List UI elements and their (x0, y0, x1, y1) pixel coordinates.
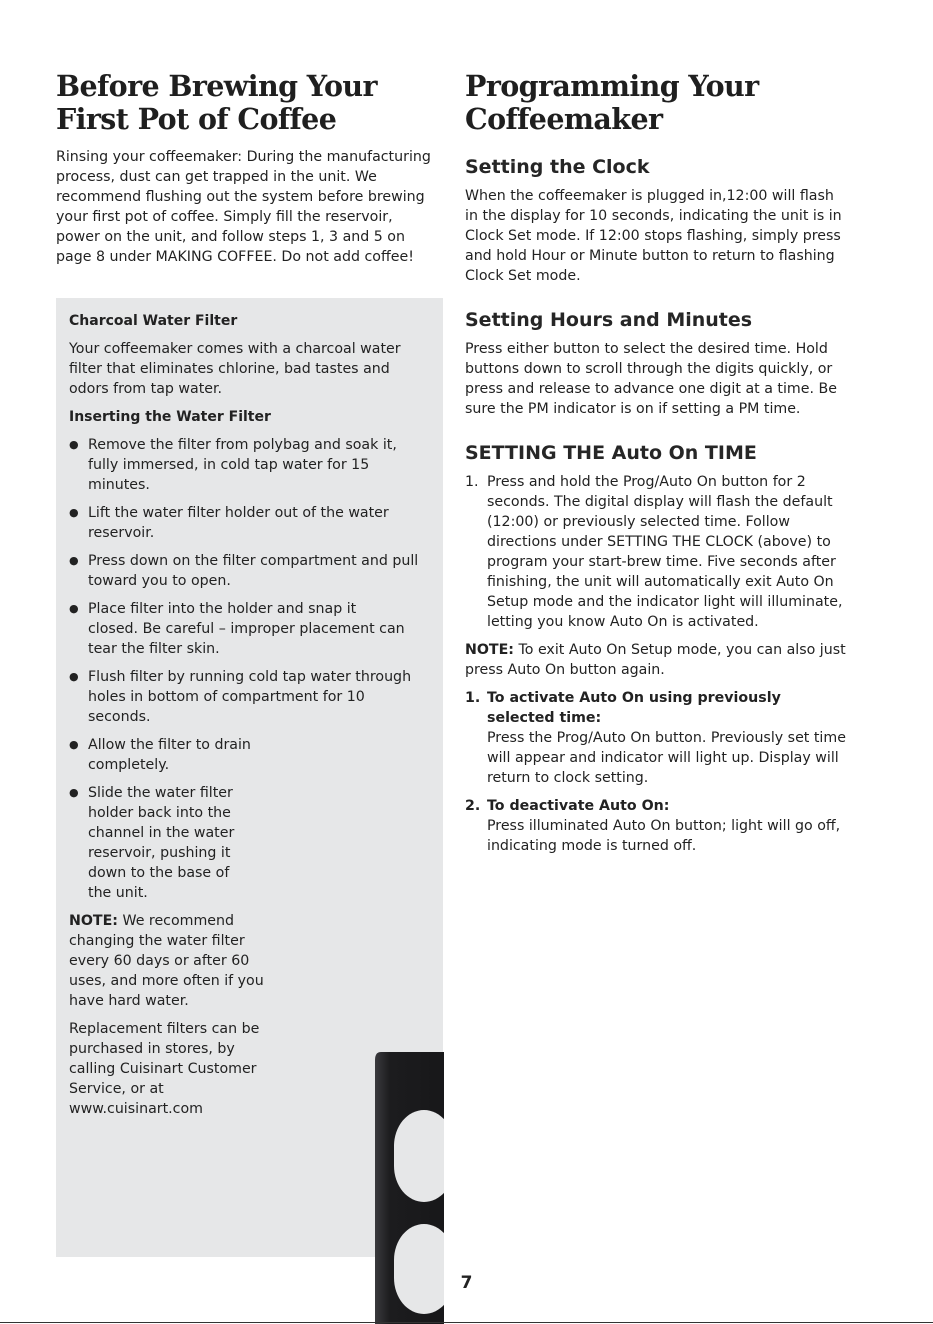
step-text: Press and hold the Prog/Auto On button for 2 seconds. The digital display will flash the default (12:00) or previously selected time. Follow directions under SETTING THE CLOCK (above) to program your start-brew time. Five seconds after finishing, the unit will automatically exit Auto On Setup mode and the indicator light will illuminate, letting you know Auto On is activated. (487, 474, 843, 630)
bullet-text: Lift the water filter holder out of the water reservoir. (88, 505, 389, 541)
bullet-text: Press down on the filter compartment and pull toward you to open. (88, 553, 419, 589)
left-title (56, 70, 444, 136)
rinsing-intro: Rinsing your coffeemaker: During the manufacturing process, dust can get trapped in the unit. We recommend flushing out the system before brewing your first pot of coffee. Simply fill the reservoir, power on the unit, and follow steps 1, 3 and 5 on page 8 under MAKING COFFEE. Do not add coffee! (56, 149, 431, 265)
note-text: We recommend changing the water filter every 60 days or after 60 uses, and more often if you have hard water. (69, 913, 264, 1009)
auto-on-note (465, 640, 850, 680)
bullet-text: Flush filter by running cold tap water through holes in bottom of compartment for 10 seconds. (88, 669, 412, 725)
inserting-filter-heading: Inserting the Water Filter (69, 409, 271, 425)
list-item (465, 472, 850, 632)
setting-clock-text: When the coffeemaker is plugged in,12:00 will flash in the display for 10 seconds, indicating the unit is in Clock Set mode. If 12:00 stops flashing, simply press and hold Hour or Minute button to return to flashing Clock Set mode. (465, 188, 842, 284)
right-title-line2: Coffeemaker (465, 102, 663, 136)
note-label: NOTE: (465, 642, 514, 658)
page-number: 7 (460, 1273, 473, 1293)
setting-hours-section (465, 308, 850, 419)
note-text: To exit Auto On Setup mode, you can also just press Auto On button again. (465, 642, 846, 678)
bullet-icon: ● (69, 670, 79, 683)
item-title: To activate Auto On using previously selected time: (487, 690, 781, 726)
list-item (69, 599, 431, 659)
bullet-icon: ● (69, 438, 79, 451)
item-text: Press the Prog/Auto On button. Previously set time will appear and indicator will light up. Display will return to clock setting. (487, 730, 846, 786)
left-title-line1: Before Brewing Your (56, 69, 377, 103)
charcoal-filter-box (56, 298, 443, 1257)
right-column (465, 70, 850, 856)
setting-hours-text: Press either button to select the desired time. Hold buttons down to scroll through the digits quickly, or press and release to advance one digit at a time. Be sure the PM indicator is on if setting a PM time. (465, 341, 837, 417)
item-title: To deactivate Auto On: (487, 798, 670, 814)
list-item (69, 551, 431, 591)
left-column (56, 70, 444, 267)
list-item (69, 783, 431, 903)
bullet-text: Slide the water filter holder back into the channel in the water reservoir, pushing it down to the base of the unit. (88, 785, 235, 901)
setting-clock-section (465, 155, 850, 286)
auto-on-heading: SETTING THE Auto On TIME (465, 442, 757, 464)
list-item (69, 503, 431, 543)
item-text: Press illuminated Auto On button; light will go off, indicating mode is turned off. (487, 818, 841, 854)
setting-clock-heading: Setting the Clock (465, 156, 650, 178)
list-item (69, 735, 431, 775)
left-title-line2: First Pot of Coffee (56, 102, 337, 136)
filter-description: Your coffeemaker comes with a charcoal water filter that eliminates chlorine, bad tastes and odors from tap water. (69, 341, 401, 397)
auto-on-section (465, 441, 850, 856)
setting-hours-heading: Setting Hours and Minutes (465, 309, 753, 331)
list-item (69, 435, 431, 495)
note-label: NOTE: (69, 913, 118, 929)
step-number: 1. (465, 474, 479, 490)
list-item (465, 796, 850, 856)
item-number: 2. (465, 798, 481, 814)
bullet-text: Place filter into the holder and snap it closed. Be careful – improper placement can tear the filter skin. (88, 601, 405, 657)
filter-heading: Charcoal Water Filter (69, 313, 238, 329)
bullet-text: Allow the filter to drain completely. (88, 737, 251, 773)
list-item (69, 667, 431, 727)
replacement-filters-text: Replacement filters can be purchased in stores, by calling Cuisinart Customer Service, or at www.cuisinart.com (69, 1021, 260, 1117)
bullet-icon: ● (69, 602, 79, 615)
list-item (465, 688, 850, 788)
bullet-icon: ● (69, 554, 79, 567)
bullet-icon: ● (69, 506, 79, 519)
filter-note (69, 911, 274, 1011)
item-number: 1. (465, 690, 481, 706)
filter-box-content (69, 311, 431, 1119)
bullet-icon: ● (69, 738, 79, 751)
bullet-icon: ● (69, 786, 79, 799)
right-title-line1: Programming Your (465, 69, 759, 103)
bullet-text: Remove the filter from polybag and soak it, fully immersed, in cold tap water for 15 minutes. (88, 437, 397, 493)
bottom-divider (0, 1322, 933, 1323)
right-title (465, 70, 850, 136)
